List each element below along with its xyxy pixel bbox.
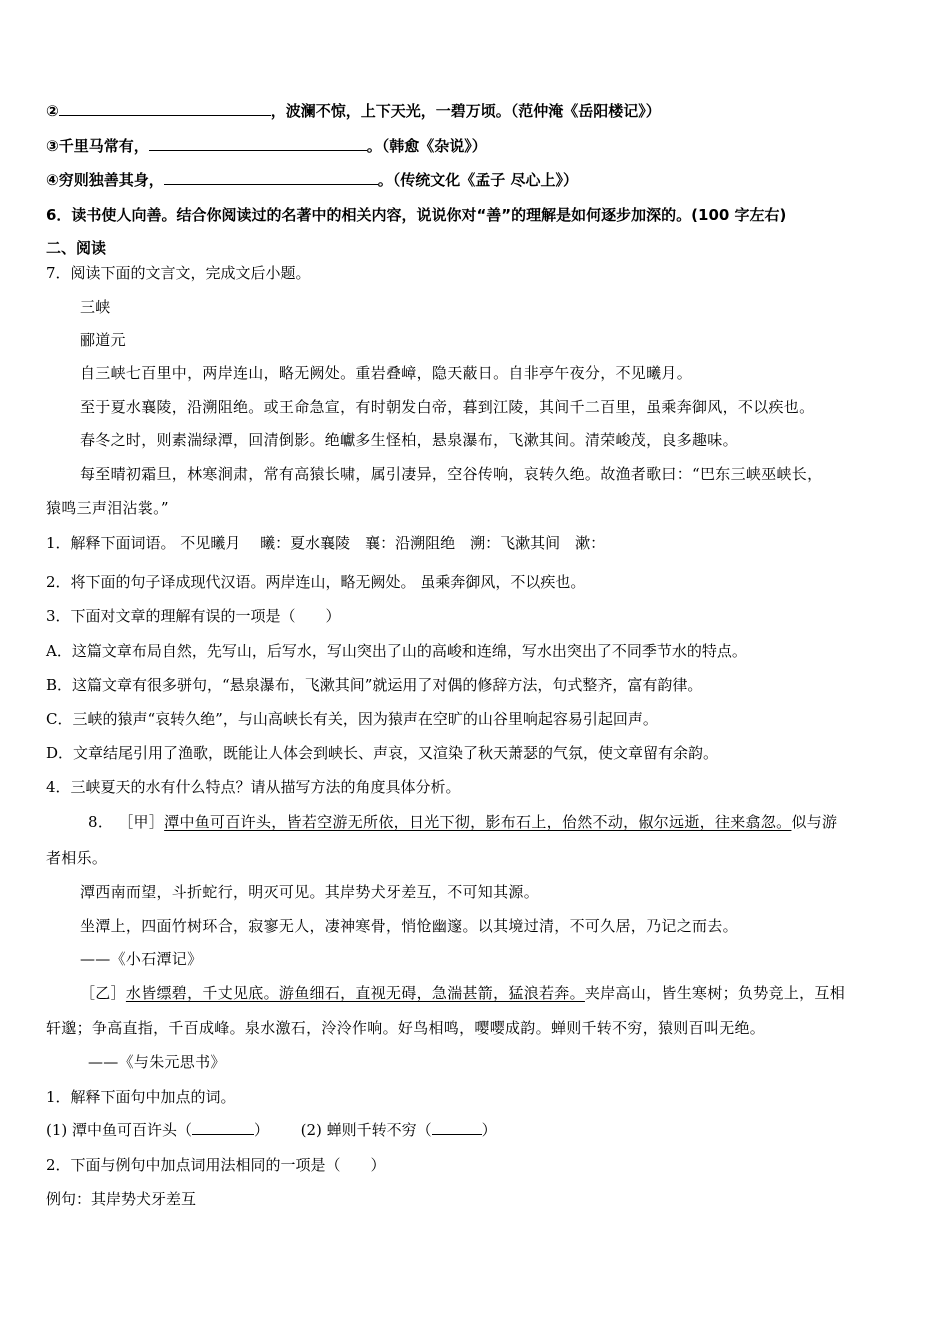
passage-paragraph: 春冬之时，则素湍绿潭，回清倒影。绝巘多生怪柏，悬泉瀑布，飞漱其间。清荣峻茂，良多趣味。 [80, 431, 738, 449]
answer-blank [432, 1120, 482, 1135]
example-sentence: 例句：其岸势犬牙差互 [46, 1190, 197, 1208]
sub-question: (1) 潭中鱼可百许头（ [46, 1121, 193, 1139]
passage-paragraph: 潭西南而望，斗折蛇行，明灭可见。其岸势犬牙差互，不可知其源。 [80, 883, 540, 901]
sub-question: (2) 蝉则千转不穷（ [300, 1121, 432, 1139]
item-number: ④ [46, 171, 59, 189]
passage-source: ——《小石潭记》 [80, 950, 203, 968]
passage-paragraph: 坐潭上，四面竹树环合，寂寥无人，凄神寒骨，悄怆幽邃。以其境过清，不可久居，乃记之而去。 [80, 917, 738, 935]
option-d: D．文章结尾引用了渔歌，既能让人体会到峡长、声哀，又渲染了秋天萧瑟的气氛，使文章留有余韵。 [46, 744, 719, 762]
item-number: ② [46, 102, 59, 120]
passage-paragraph: 至于夏水襄陵，沿溯阻绝。或王命急宣，有时朝发白帝，暮到江陵，其间千二百里，虽乘奔御风，不以疾也。 [80, 398, 815, 416]
question-7-2: 2．将下面的句子译成现代汉语。两岸连山，略无阙处。 虽乘奔御风，不以疾也。 [46, 573, 586, 591]
question-number: 8． [88, 813, 114, 831]
fill-blank-text: ，波澜不惊，上下天光，一碧万顷。（范仲淹《岳阳楼记》） [270, 102, 661, 120]
passage-paragraph: 猿鸣三声泪沾裳。” [46, 499, 169, 517]
fill-blank-text: 。（韩愈《杂说》） [366, 137, 487, 155]
item-number: ③ [46, 137, 59, 155]
passage-label: ［甲］ [118, 813, 165, 831]
answer-blank [59, 101, 271, 116]
question-7-4: 4．三峡夏天的水有什么特点？请从描写方法的角度具体分析。 [46, 778, 461, 796]
passage-paragraph: 每至晴初霜旦，林寒涧肃，常有高猿长啸，属引凄异，空谷传响，哀转久绝。故渔者歌曰：“巴东三峡巫峡长， [80, 465, 823, 483]
passage-paragraph: 自三峡七百里中，两岸连山，略无阙处。重岩叠嶂，隐天蔽日。自非亭午夜分，不见曦月。 [80, 364, 693, 382]
answer-blank [149, 136, 367, 151]
question-7-intro: 7．阅读下面的文言文，完成文后小题。 [46, 264, 311, 282]
fill-blank-3 [46, 136, 487, 156]
passage-author: 郦道元 [80, 331, 126, 349]
question-6: 6．读书使人向善。结合你阅读过的名著中的相关内容，说说你对“善”的理解是如何逐步加深的。(100 字左右) [46, 206, 787, 224]
question-7-1: 1．解释下面词语。 不见曦月 曦：夏水襄陵 襄：沿溯阻绝 溯：飞漱其间 漱： [46, 534, 606, 552]
option-c: C．三峡的猿声“哀转久绝”，与山高峡长有关，因为猿声在空旷的山谷里响起容易引起回声。 [46, 710, 658, 728]
fill-blank-text: 穷则独善其身， [58, 171, 164, 189]
fill-blank-text: 千里马常有， [58, 137, 149, 155]
passage-source: ——《与朱元思书》 [88, 1053, 226, 1071]
option-b: B．这篇文章有很多骈句，“悬泉瀑布，飞漱其间”就运用了对偶的修辞方法，句式整齐，富有韵律。 [46, 676, 703, 694]
passage-label: ［乙］ [80, 984, 126, 1002]
option-a: A．这篇文章布局自然，先写山，后写水，写山突出了山的高峻和连绵，写水出突出了不同季节水的特点。 [46, 642, 747, 660]
passage-title: 三峡 [80, 298, 111, 316]
passage-text: 夹岸高山，皆生寒树；负势竞上，互相 [584, 984, 846, 1002]
question-7-3: 3．下面对文章的理解有误的一项是（ ） [46, 607, 341, 625]
question-8-yi [80, 983, 845, 1003]
underlined-sentence: 水皆缥碧，千丈见底。游鱼细石，直视无碍，急湍甚箭，猛浪若奔。 [125, 984, 585, 1002]
sub-question: ） [254, 1121, 270, 1139]
passage-text: 轩邈；争高直指，千百成峰。泉水激石，泠泠作响。好鸟相鸣，嘤嘤成韵。蝉则千转不穷，猿则百叫无绝。 [46, 1019, 766, 1037]
fill-blank-text: 。（传统文化《孟子 尽心上》） [377, 171, 578, 189]
passage-text: 者相乐。 [46, 849, 108, 867]
fill-blank-4 [46, 170, 578, 190]
question-8-jia [88, 812, 837, 832]
question-8-1-items [46, 1120, 497, 1140]
question-8-1: 1．解释下面句中加点的词。 [46, 1088, 236, 1106]
question-8-2: 2．下面与例句中加点词用法相同的一项是（ ） [46, 1156, 386, 1174]
sub-question: ） [481, 1121, 497, 1139]
underlined-sentence: 潭中鱼可百许头，皆若空游无所依，日光下彻，影布石上，佁然不动，俶尔远逝，往来翕忽。 [164, 813, 792, 831]
passage-text: 似与游 [791, 813, 838, 831]
answer-blank [192, 1120, 254, 1135]
answer-blank [164, 170, 378, 185]
fill-blank-2 [46, 101, 661, 121]
section-heading: 二、阅读 [46, 239, 107, 257]
